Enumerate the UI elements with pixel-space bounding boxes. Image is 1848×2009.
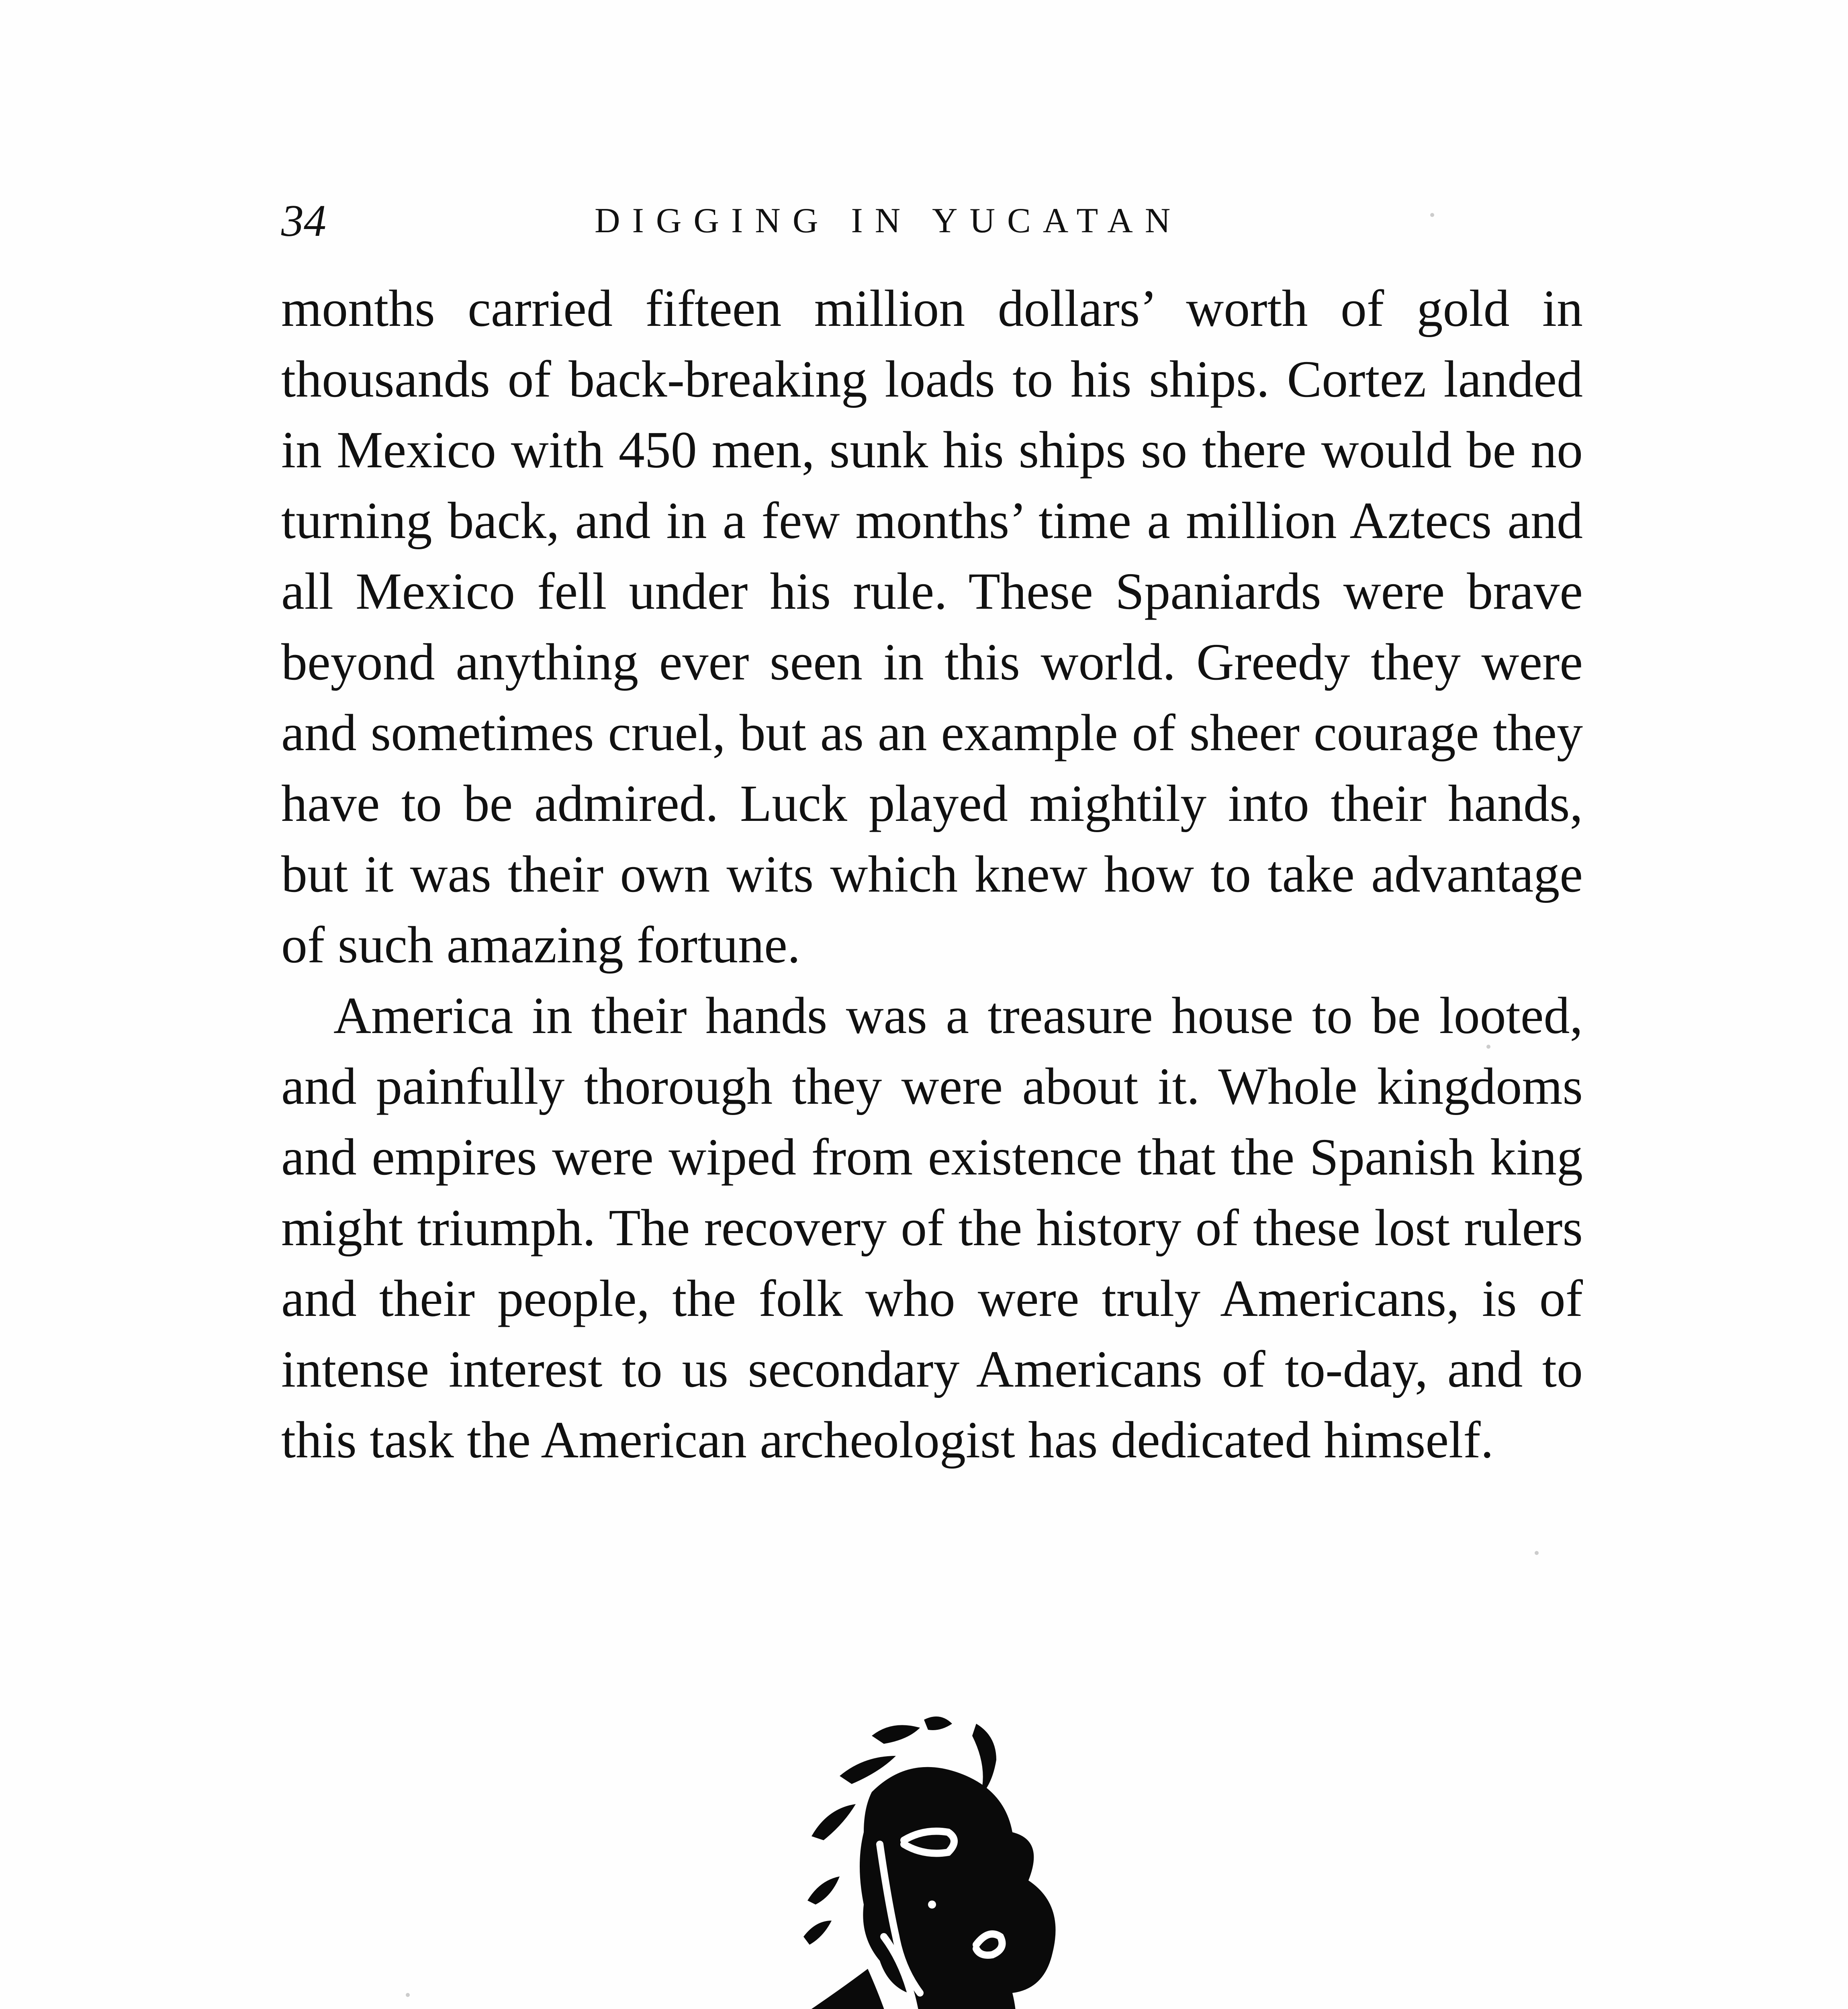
paragraph-2: America in their hands was a treasure house to be looted, and painfully thorough they were about it. Whole kingdoms and empires were wiped from existence that the Spanish king might triumph. The recovery of the history of these lost rulers and their people, the folk who were truly Americans, is of intense interest to us secondary Americans of to-day, and to this task the American archeologist has dedicated himself.	[281, 987, 1583, 1469]
paper-speck	[1535, 1551, 1539, 1555]
paper-speck	[406, 1993, 410, 1997]
page-header	[281, 189, 1583, 253]
mayan-head-icon	[787, 1712, 1077, 2009]
running-head: DIGGING IN YUCATAN	[595, 201, 1183, 240]
paragraph-1: months carried fifteen million dollars’ worth of gold in thousands of back-breaking loads to his ships. Cortez landed in Mexico with 450 men, sunk his ships so there would be no turning back, and in a few months’ time a million Aztecs and all Mexico fell under his rule. These Spaniards were brave beyond anything ever seen in this world. Greedy they were and sometimes cruel, but as an example of sheer courage they have to be admired. Luck played mightily into their hands, but it was their own wits which knew how to take advantage of such amazing fortune.	[281, 280, 1583, 974]
page-number: 34	[281, 196, 326, 246]
paper-speck	[1430, 213, 1434, 217]
paper-speck	[1486, 1045, 1490, 1049]
body-text	[281, 273, 1583, 1475]
